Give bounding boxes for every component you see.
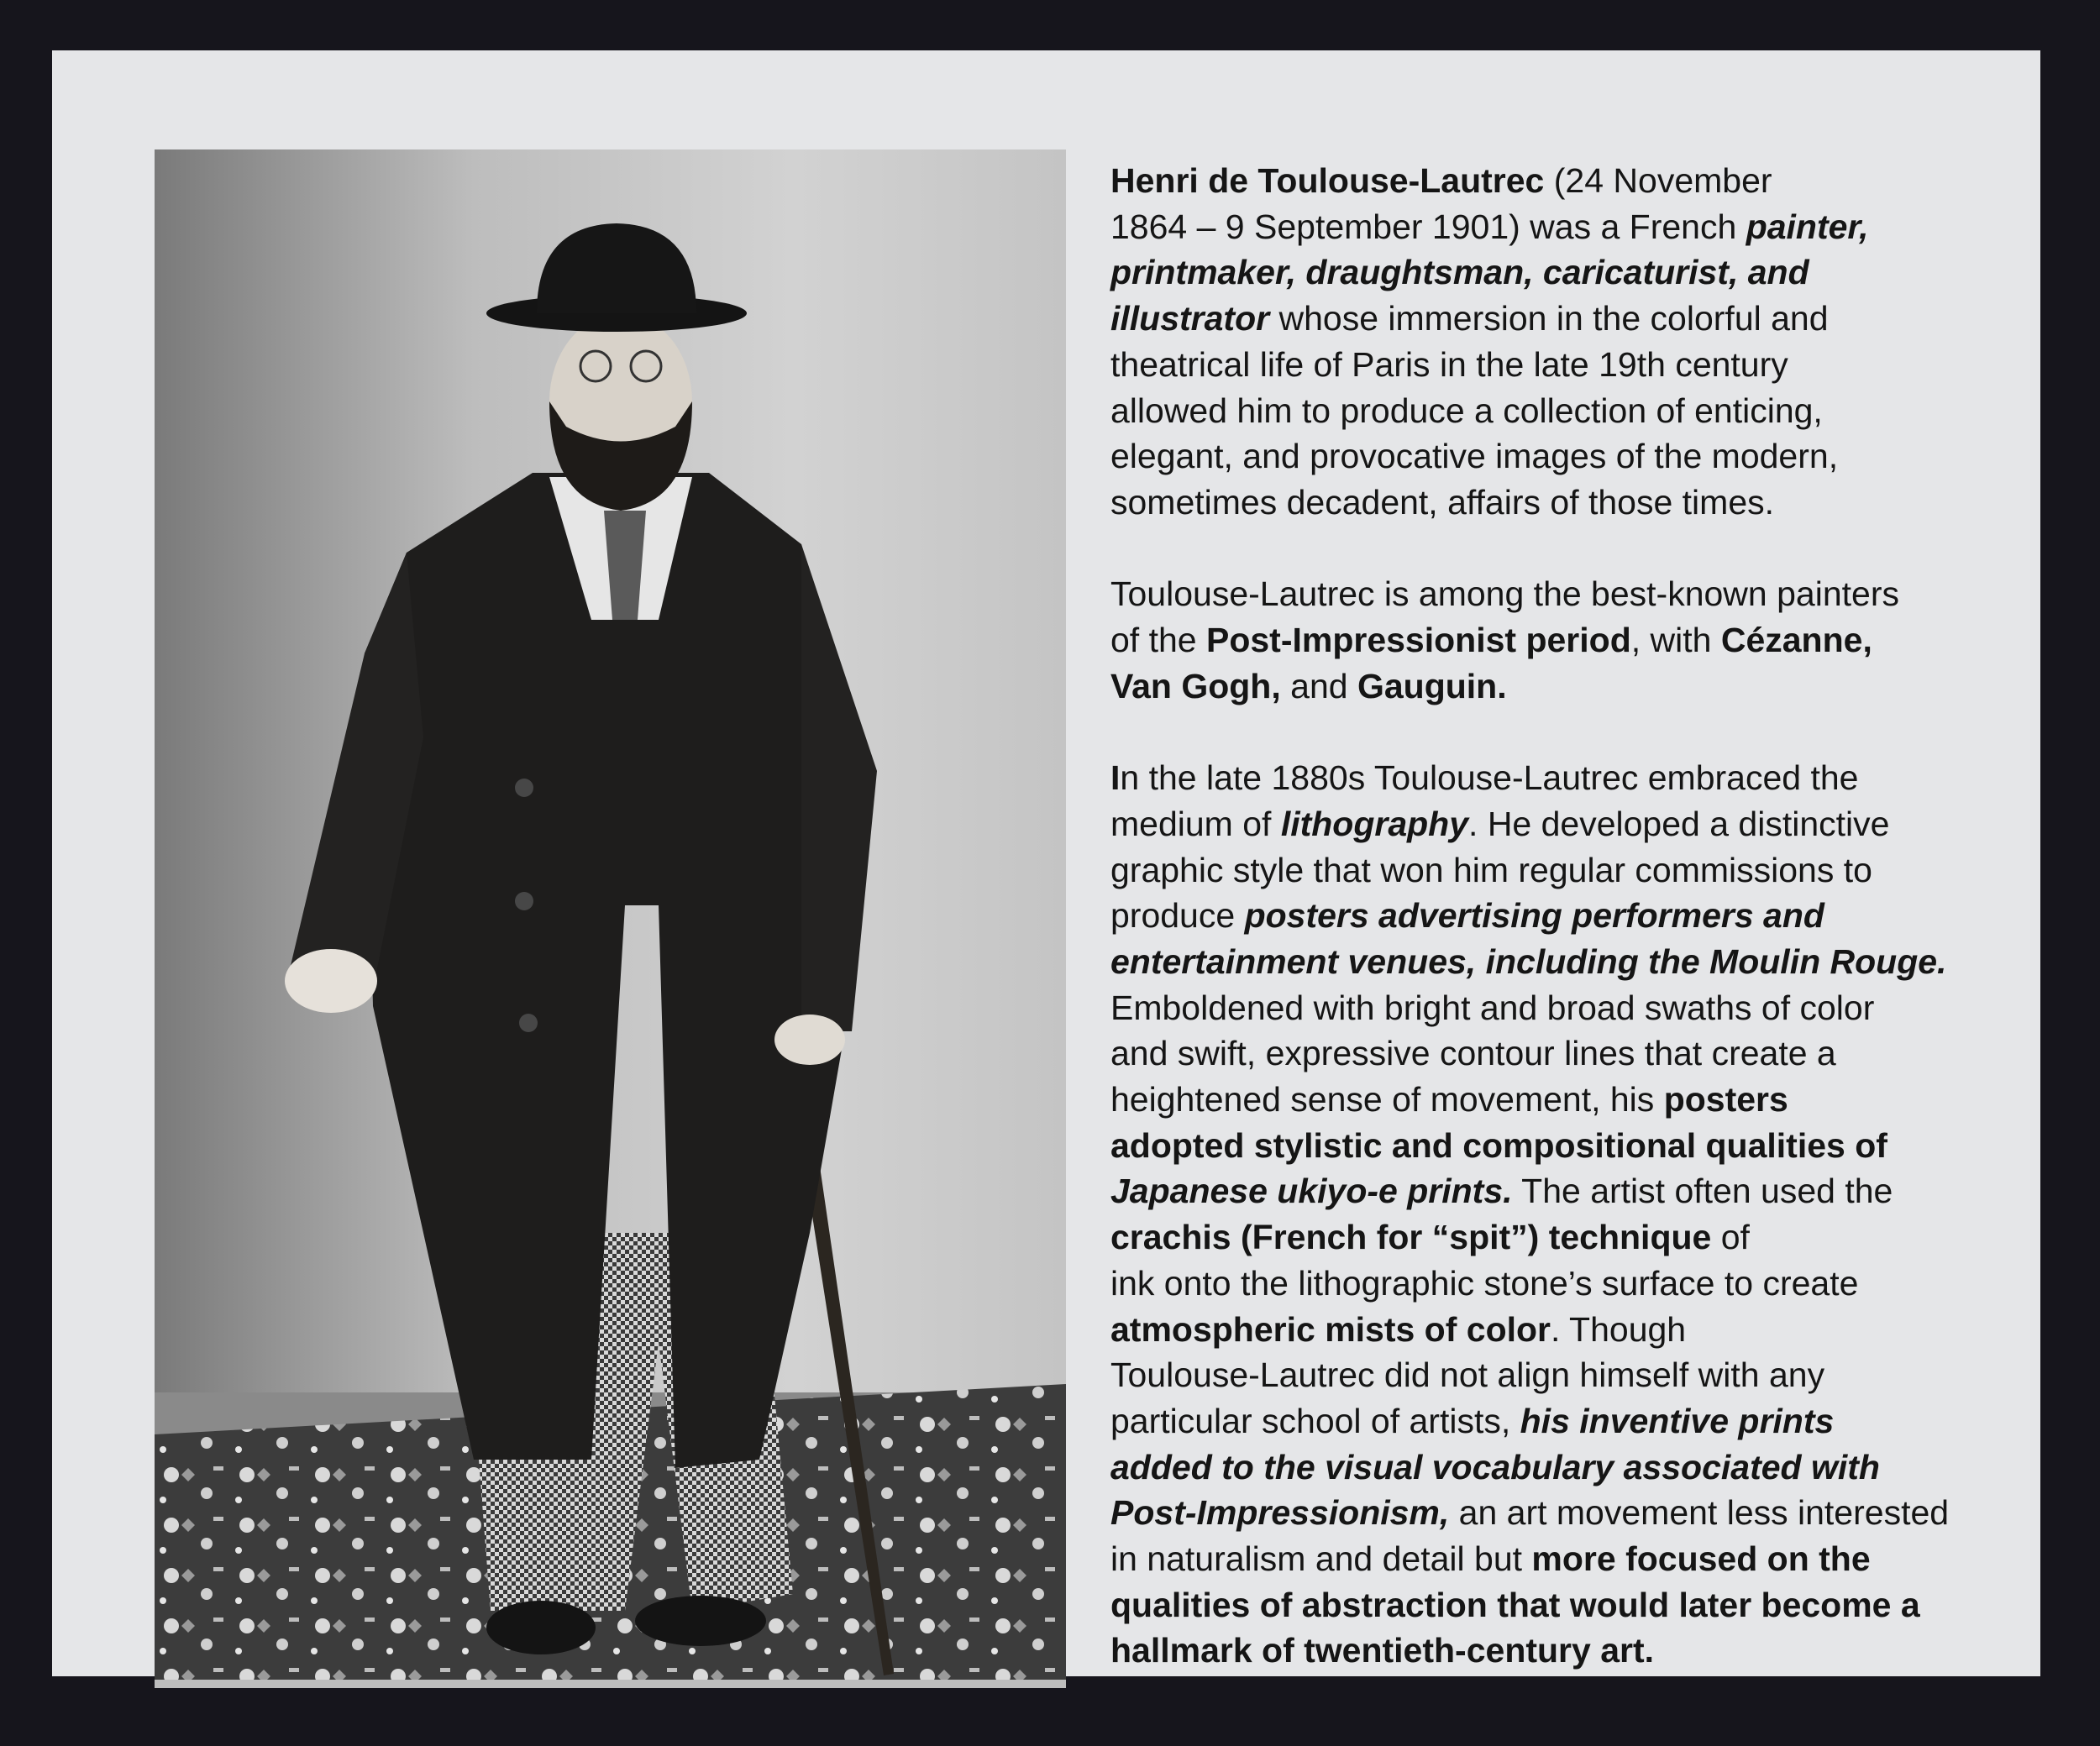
bio-line bbox=[1110, 617, 2060, 663]
bio-text: (24 November bbox=[1544, 161, 1772, 200]
adopted-emphasis: posters bbox=[1663, 1080, 1788, 1119]
ukiyo-e-emphasis: Japanese ukiyo-e prints. bbox=[1110, 1172, 1513, 1211]
posters-emphasis: entertainment venues, including the Moulin Rouge. bbox=[1110, 941, 1947, 981]
inventive-emphasis: his inventive prints bbox=[1520, 1401, 1835, 1440]
bio-line bbox=[1110, 663, 2060, 710]
bio-line bbox=[1110, 1123, 2060, 1169]
bio-line: Toulouse-Lautrec is among the best-known painters bbox=[1110, 574, 1899, 614]
bio-line: ink onto the lithographic stone’s surface to create bbox=[1110, 1263, 1859, 1303]
bio-text: . He developed a distinctive bbox=[1468, 804, 1890, 843]
bio-line bbox=[1110, 296, 2060, 342]
bio-line: Toulouse-Lautrec did not align himself with any bbox=[1110, 1355, 1825, 1395]
bio-text: in naturalism and detail but bbox=[1110, 1539, 1532, 1579]
bio-text: and bbox=[1280, 666, 1357, 705]
focused-emphasis: more focused on the bbox=[1531, 1539, 1871, 1579]
bio-line bbox=[1110, 1398, 2060, 1445]
painter-name: Gauguin. bbox=[1357, 666, 1507, 705]
bio-text: , with bbox=[1630, 621, 1721, 660]
biography-text bbox=[1110, 158, 2060, 1674]
adopted-emphasis: adopted stylistic and compositional qualities of bbox=[1110, 1125, 1887, 1165]
bio-line bbox=[1110, 1168, 2060, 1214]
bio-line: elegant, and provocative images of the modern, bbox=[1110, 437, 1839, 476]
bio-text: n the late 1880s Toulouse-Lautrec embraced the bbox=[1120, 758, 1859, 798]
bio-text: produce bbox=[1110, 896, 1245, 936]
bio-line bbox=[1110, 893, 2060, 939]
bio-text: whose immersion in the colorful and bbox=[1269, 299, 1829, 338]
bio-line: sometimes decadent, affairs of those times. bbox=[1110, 482, 1775, 522]
roles-emphasis: printmaker, draughtsman, caricaturist, and bbox=[1110, 253, 1809, 292]
bio-text: of bbox=[1711, 1218, 1750, 1257]
bio-line: and swift, expressive contour lines that create a bbox=[1110, 1034, 1836, 1073]
painter-name: Van Gogh, bbox=[1110, 666, 1281, 705]
bio-text: of the bbox=[1110, 621, 1206, 660]
bio-line bbox=[1110, 1490, 2060, 1536]
bio-line bbox=[1110, 1536, 2060, 1582]
inventive-emphasis: added to the visual vocabulary associated with bbox=[1110, 1447, 1880, 1486]
bio-line bbox=[1110, 1628, 2060, 1674]
painter-name: Cézanne, bbox=[1720, 621, 1872, 660]
mists-emphasis: atmospheric mists of color bbox=[1110, 1309, 1551, 1349]
bio-line bbox=[1110, 1445, 2060, 1491]
bio-line: Emboldened with bright and broad swaths of color bbox=[1110, 988, 1875, 1027]
portrait-photo bbox=[155, 149, 1066, 1688]
roles-emphasis: illustrator bbox=[1110, 299, 1270, 338]
bio-line bbox=[1110, 204, 2060, 250]
crachis-emphasis: crachis (French for “spit”) technique bbox=[1110, 1218, 1712, 1257]
bio-line bbox=[1110, 1214, 2060, 1261]
medium-emphasis: lithography bbox=[1280, 804, 1469, 843]
bio-line bbox=[1110, 1077, 2060, 1123]
bio-text: an art movement less interested bbox=[1449, 1493, 1950, 1533]
posters-emphasis: posters advertising performers and bbox=[1244, 896, 1824, 936]
initial-letter: I bbox=[1110, 758, 1121, 798]
bio-line: theatrical life of Paris in the late 19th century bbox=[1110, 344, 1788, 384]
inventive-emphasis: Post-Impressionism, bbox=[1110, 1493, 1450, 1533]
focused-emphasis: qualities of abstraction that would later become a bbox=[1110, 1585, 1920, 1624]
bio-text: The artist often used the bbox=[1512, 1172, 1893, 1211]
bio-line bbox=[1110, 249, 2060, 296]
bio-line: graphic style that won him regular commissions to bbox=[1110, 850, 1872, 889]
bio-line bbox=[1110, 939, 2060, 985]
bio-line: allowed him to produce a collection of enticing, bbox=[1110, 391, 1823, 430]
bio-text: heightened sense of movement, his bbox=[1110, 1080, 1664, 1119]
bio-line bbox=[1110, 801, 2060, 847]
bio-text: 1864 – 9 September 1901) was a French bbox=[1110, 207, 1746, 246]
paragraph-gap bbox=[1110, 709, 2060, 755]
bio-text: medium of bbox=[1110, 804, 1281, 843]
bio-text: . Though bbox=[1551, 1309, 1687, 1349]
paragraph-gap bbox=[1110, 526, 2060, 572]
bio-line bbox=[1110, 158, 2060, 204]
roles-emphasis: painter, bbox=[1746, 207, 1869, 246]
bio-line bbox=[1110, 755, 2060, 801]
artist-name: Henri de Toulouse-Lautrec bbox=[1110, 161, 1545, 200]
bio-text: particular school of artists, bbox=[1110, 1401, 1520, 1440]
bio-line bbox=[1110, 1582, 2060, 1628]
focused-emphasis: hallmark of twentieth-century art. bbox=[1110, 1631, 1655, 1670]
bio-line bbox=[1110, 1307, 2060, 1353]
period-emphasis: Post-Impressionist period bbox=[1205, 621, 1631, 660]
content-panel bbox=[52, 50, 2040, 1676]
